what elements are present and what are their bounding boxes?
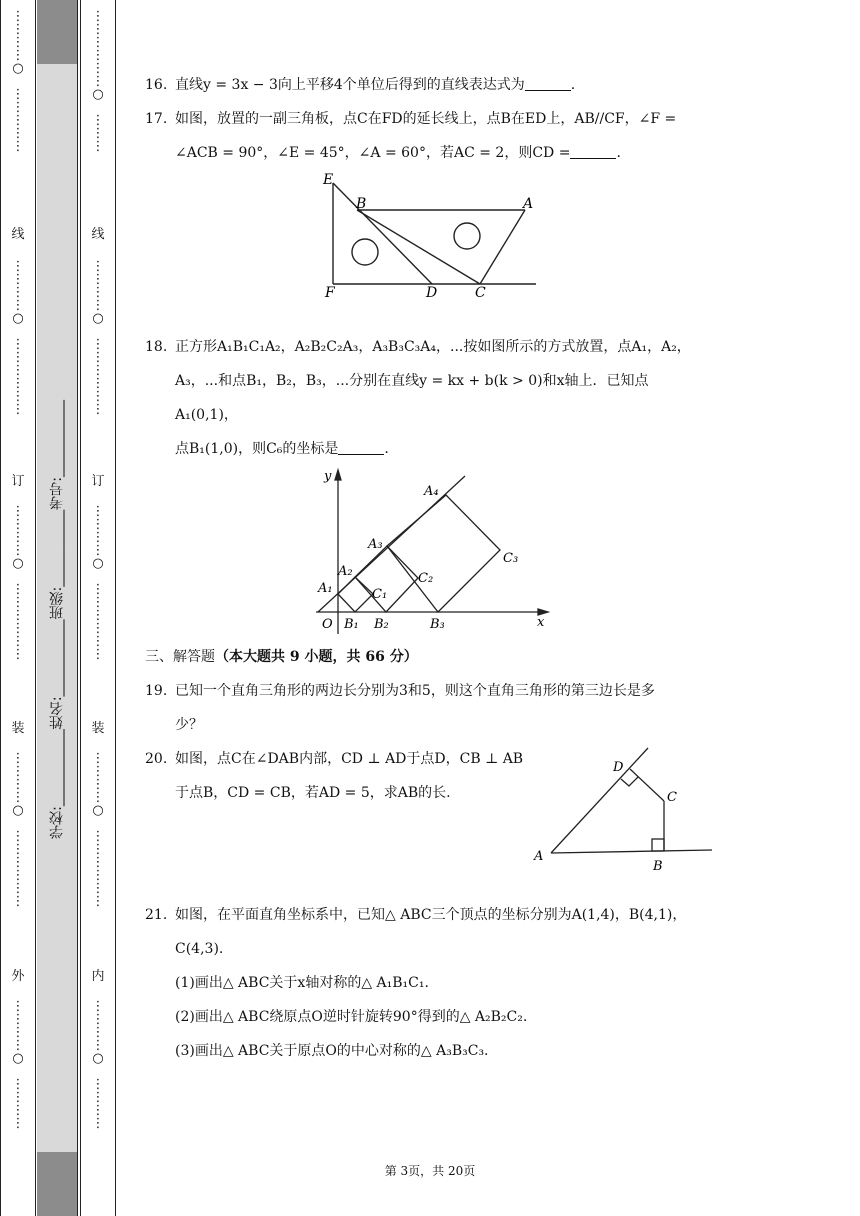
edge-ED	[333, 183, 432, 284]
label-C: C	[475, 285, 486, 301]
dark-block-top	[37, 0, 77, 64]
margin-label-zhuang: 装	[11, 721, 25, 736]
question-number: 18.	[145, 339, 168, 355]
page-content	[145, 68, 705, 1068]
label-B2: B₂	[374, 617, 389, 632]
dotted-column: ⋮ ⋮ ⋮ ⋮ ○ ⋮ ⋮ ⋮ ⋮	[11, 999, 25, 1131]
question-21-sub1	[145, 966, 705, 1000]
label-F: F	[325, 285, 335, 301]
outer-margin-strip	[0, 0, 36, 1216]
label-B1: B₁	[344, 617, 359, 632]
question-17	[145, 102, 705, 136]
q18-figure	[145, 466, 705, 638]
label-A4: A₄	[424, 484, 439, 499]
section-3-heading	[145, 640, 705, 674]
question-21-sub2	[145, 1000, 705, 1034]
question-text-line2: C(4,3).	[175, 941, 224, 957]
margin-label-zhuang-inner: 装	[91, 721, 105, 736]
ray-AB	[551, 850, 712, 853]
edge-AC	[480, 210, 525, 284]
label-D: D	[613, 760, 624, 775]
margin-label-ding-inner: 订	[91, 474, 105, 489]
label-A: A	[534, 849, 544, 864]
dotted-column: ⋮ ⋮ ⋮ ⋮ ○ ⋮ ⋮ ⋮ ⋮ ⋮ ⋮	[11, 259, 25, 417]
label-A3: A₃	[368, 537, 383, 552]
question-number: 19.	[145, 683, 168, 699]
section-note: （本大题共 9 小题，共 66 分）	[215, 649, 418, 665]
square-1	[338, 577, 373, 612]
dotted-column: ⋮ ⋮ ⋮ ⋮ ○ ⋮ ⋮ ⋮ ⋮ ⋮ ⋮	[91, 751, 105, 909]
label-B: B	[653, 859, 663, 874]
edge-BC	[357, 210, 480, 284]
section-title: 三、解答题	[145, 649, 215, 665]
question-text-line1: 已知一个直角三角形的两边长分别为3和5，则这个直角三角形的第三边长是多	[175, 683, 655, 699]
margin-label-wai: 外	[11, 969, 25, 984]
dotted-column: ⋮ ⋮ ⋮ ⋮ ○ ⋮ ⋮ ⋮ ⋮ ⋮	[11, 9, 25, 154]
question-18	[145, 330, 705, 364]
q20-figure	[525, 742, 725, 882]
question-text-line1: 如图，点C在∠DAB内部，CD ⊥ AD于点D，CB ⊥ AB	[175, 751, 524, 767]
question-number: 21.	[145, 907, 168, 923]
question-text-line1: 正方形A₁B₁C₁A₂，A₂B₂C₂A₃，A₃B₃C₃A₄，...按如图所示的方式放置，点A₁，A₂，	[175, 339, 691, 355]
sub-question-3: (3)画出△ ABC关于原点O的中心对称的△ A₃B₃C₃.	[175, 1043, 489, 1059]
label-E: E	[323, 172, 334, 188]
label-D: D	[426, 285, 438, 301]
question-19	[145, 674, 705, 708]
margin-label-ding: 订	[11, 474, 25, 489]
sub-question-1: (1)画出△ ABC关于x轴对称的△ A₁B₁C₁.	[175, 975, 429, 991]
question-21-sub3	[145, 1034, 705, 1068]
answer-blank[interactable]	[338, 440, 384, 455]
sub-question-2: (2)画出△ ABC绕原点O逆时针旋转90°得到的△ A₂B₂C₂.	[175, 1009, 528, 1025]
dotted-column: ⋮ ⋮ ⋮ ⋮ ○ ⋮ ⋮ ⋮ ⋮ ⋮ ⋮	[91, 504, 105, 662]
right-angle-D	[621, 777, 638, 786]
question-19-line2	[145, 708, 705, 742]
square-3	[387, 495, 500, 612]
page-footer: 第 3页，共 20页	[384, 1164, 476, 1178]
right-angle-B	[652, 839, 664, 851]
label-B3: B₃	[430, 617, 445, 632]
q17-figure	[145, 170, 705, 330]
question-18-line3	[145, 432, 705, 466]
label-C3: C₃	[503, 551, 519, 566]
question-17-line2	[145, 136, 705, 170]
question-text-line2: A₃，...和点B₁，B₂，B₃，...分别在直线y = kx + b(k > 0)和x轴上．已知点A₁(0,1)，	[175, 373, 649, 423]
label-A2: A₂	[338, 564, 353, 579]
answer-blank[interactable]	[570, 144, 616, 159]
dotted-column: ⋮ ⋮ ⋮ ⋮ ○ ⋮ ⋮ ⋮ ⋮ ⋮ ⋮	[11, 504, 25, 662]
y-axis-arrow	[335, 470, 341, 480]
question-21	[145, 898, 705, 932]
question-text-line1: 如图，放置的一副三角板，点C在FD的延长线上，点B在ED上，AB//CF，∠F =	[175, 111, 677, 127]
label-x: x	[537, 615, 545, 630]
question-21-line2	[145, 932, 705, 966]
question-text: 直线y = 3x − 3向上平移4个单位后得到的直线表达式为	[175, 77, 525, 93]
question-number: 16.	[145, 77, 168, 93]
question-number: 17.	[145, 111, 168, 127]
ray-AD	[551, 748, 648, 853]
question-text-line1: 如图，在平面直角坐标系中，已知△ ABC三个顶点的坐标分别为A(1,4)，B(4,1)，	[175, 907, 687, 923]
hole-circle	[352, 239, 378, 265]
margin-label-xian-inner: 线	[91, 227, 105, 242]
question-text-line3: 点B₁(1,0)，则C₆的坐标是	[175, 441, 339, 457]
punctuation: .	[384, 441, 389, 457]
answer-blank[interactable]	[525, 76, 571, 91]
punctuation: .	[570, 77, 576, 93]
student-info-strip	[37, 0, 78, 1216]
label-B: B	[356, 196, 367, 212]
label-C2: C₂	[418, 571, 434, 586]
dotted-column: ⋮ ⋮ ⋮ ⋮ ○ ⋮ ⋮ ⋮ ⋮ ⋮ ⋮	[91, 259, 105, 417]
dotted-column: ⋮ ⋮ ⋮ ⋮ ○ ⋮ ⋮ ⋮ ⋮	[91, 999, 105, 1131]
label-y: y	[324, 469, 332, 484]
question-20-block	[145, 742, 705, 892]
punctuation: .	[616, 145, 621, 161]
label-C1: C₁	[372, 587, 388, 602]
question-text-line2: 少？	[175, 717, 203, 733]
label-A: A	[523, 196, 534, 212]
dotted-column: ⋮ ⋮ ⋮ ⋮ ⋮ ⋮ ○ ⋮ ⋮ ⋮	[91, 9, 105, 154]
label-A1: A₁	[318, 581, 333, 596]
question-number: 20.	[145, 751, 168, 767]
label-O: O	[322, 617, 333, 632]
segment-DC	[630, 769, 664, 801]
question-text-line2: ∠ACB = 90°，∠E = 45°，∠A = 60°，若AC = 2，则CD =	[175, 145, 571, 161]
inner-margin-strip	[80, 0, 116, 1216]
margin-label-nei: 内	[91, 969, 105, 984]
question-text-line2: 于点B，CD = CB，若AD = 5，求AB的长.	[175, 785, 451, 801]
dotted-column: ⋮ ⋮ ⋮ ⋮ ○ ⋮ ⋮ ⋮ ⋮ ⋮ ⋮	[11, 751, 25, 909]
label-C: C	[667, 790, 677, 805]
margin-label-xian: 线	[11, 227, 25, 242]
student-info-fields[interactable]: 学校:___________姓名:___________班级:___________考号:___________	[49, 400, 65, 839]
question-18-line2	[145, 364, 705, 432]
hole-circle	[454, 223, 480, 249]
question-16	[145, 68, 705, 102]
